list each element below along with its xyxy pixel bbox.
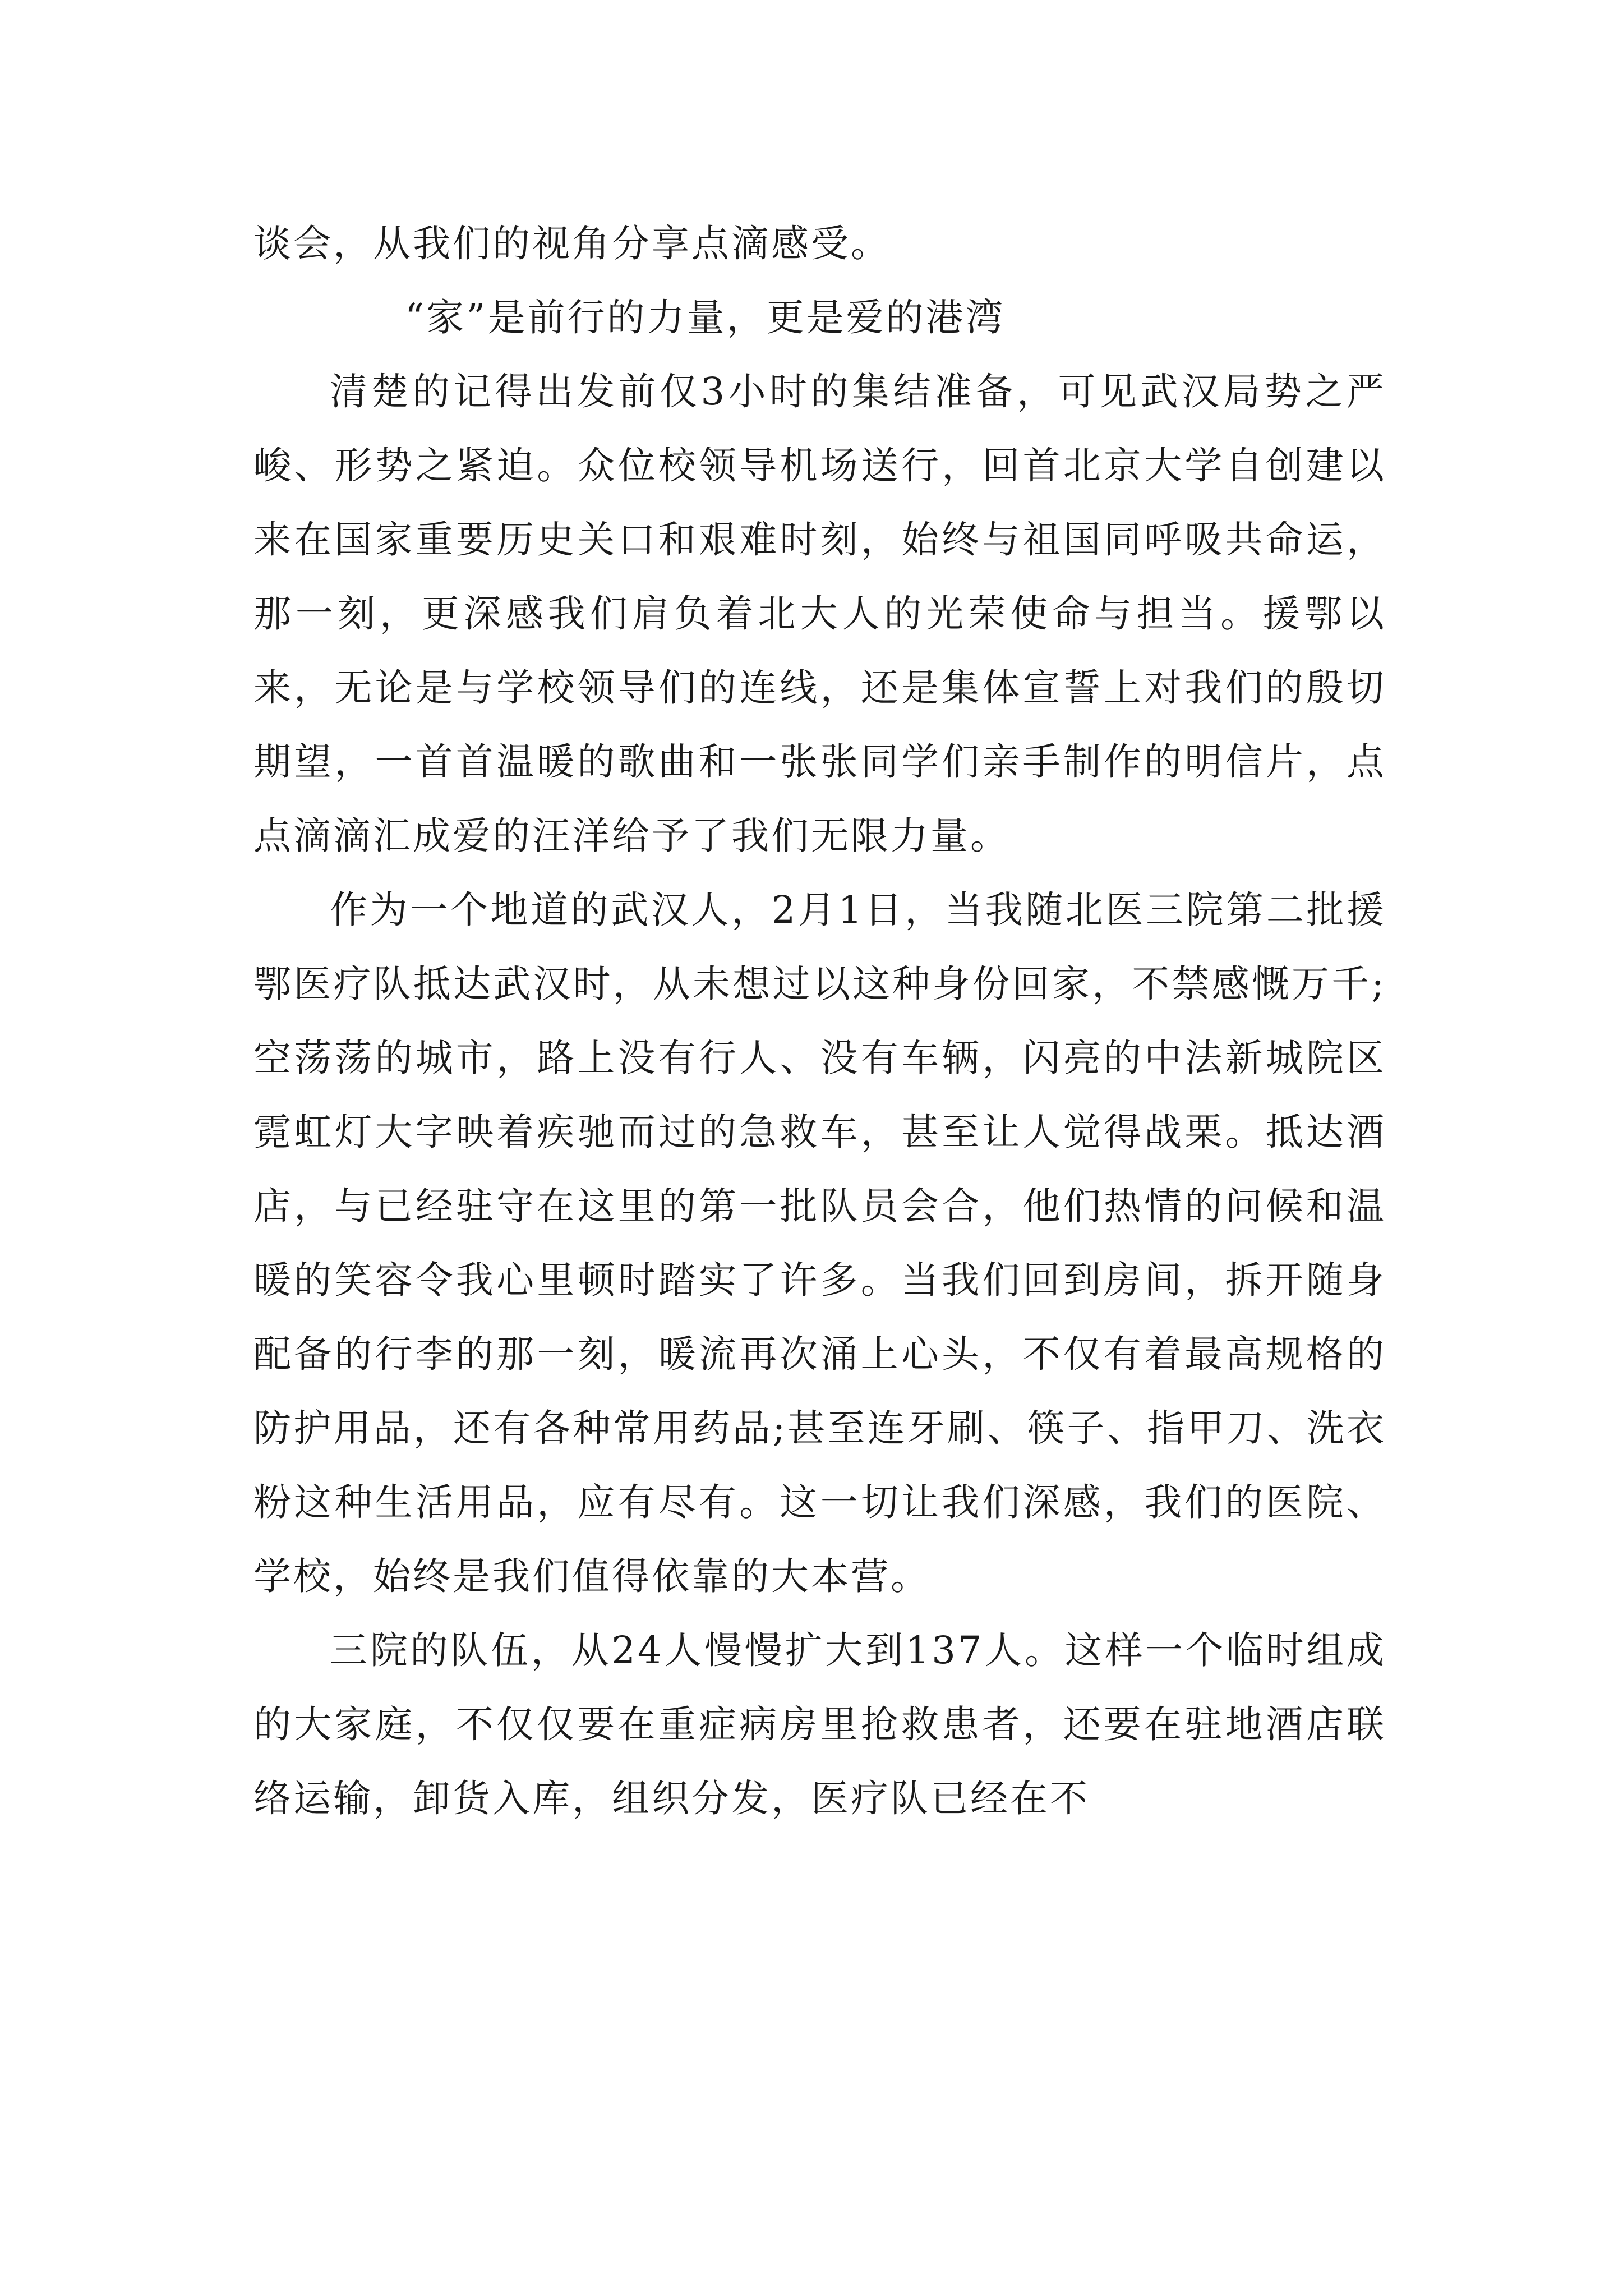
paragraph-team-growth: 三院的队伍，从24人慢慢扩大到137人。这样一个临时组成的大家庭，不仅仅要在重症病房里抢救患者，还要在驻地酒店联络运输，卸货入库，组织分发，医疗队已经在不 <box>253 1628 1386 1820</box>
document-page <box>253 206 1386 1835</box>
paragraph-arrival-wuhan: 作为一个地道的武汉人，2月1日，当我随北医三院第二批援鄂医疗队抵达武汉时，从未想过以这种身份回家，不禁感慨万千;空荡荡的城市，路上没有行人、没有车辆，闪亮的中法新城院区霓虹灯大字映着疾驰而过的急救车，甚至让人觉得战栗。抵达酒店，与已经驻守在这里的第一批队员会合，他们热情的问候和温暖的笑容令我心里顿时踏实了许多。当我们回到房间，拆开随身配备的行李的那一刻，暖流再次涌上心头，不仅有着最高规格的防护用品，还有各种常用药品;甚至连牙刷、筷子、指甲刀、洗衣粉这种生活用品，应有尽有。这一切让我们深感，我们的医院、学校，始终是我们值得依靠的大本营。 <box>253 888 1386 1598</box>
section-heading: “家”是前行的力量，更是爱的港湾 <box>405 296 1006 339</box>
paragraph-continuation: 谈会，从我们的视角分享点滴感受。 <box>253 222 891 265</box>
paragraph-departure: 清楚的记得出发前仅3小时的集结准备，可见武汉局势之严峻、形势之紧迫。众位校领导机场送行，回首北京大学自创建以来在国家重要历史关口和艰难时刻，始终与祖国同呼吸共命运，那一刻，更深感我们肩负着北大人的光荣使命与担当。援鄂以来，无论是与学校领导们的连线，还是集体宣誓上对我们的殷切期望，一首首温暖的歌曲和一张张同学们亲手制作的明信片，点点滴滴汇成爱的汪洋给予了我们无限力量。 <box>253 370 1386 858</box>
